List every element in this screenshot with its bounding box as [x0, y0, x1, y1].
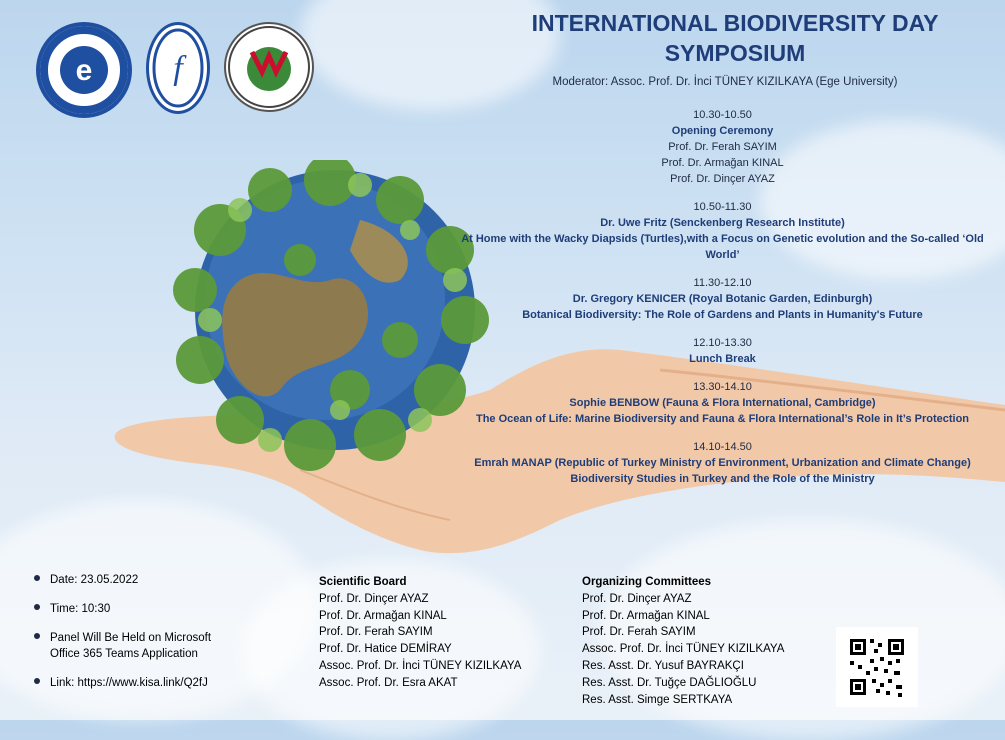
program-item — [440, 439, 1005, 487]
environment-center-logo — [224, 22, 314, 112]
panel-info — [32, 630, 262, 662]
program-talk-title: Botanical Biodiversity: The Role of Gardens and Plants in Humanity's Future — [522, 309, 923, 321]
program-talk-title: Biodiversity Studies in Turkey and the Role of the Ministry — [570, 473, 875, 485]
science-faculty-logo — [146, 22, 210, 114]
logo-row — [36, 22, 314, 118]
program-item — [440, 107, 1005, 187]
moderator-text: Moderator: Assoc. Prof. Dr. İnci TÜNEY KIZILKAYA (Ege University) — [552, 76, 898, 88]
svg-text:f: f — [173, 50, 183, 87]
committee-member: Res. Asst. Dr. Tuğçe DAĞLIOĞLU — [582, 676, 757, 689]
committee-member: Res. Asst. Simge SERTKAYA — [582, 693, 733, 706]
qr-code-icon — [836, 627, 918, 707]
program-time: 12.10-13.30 — [693, 337, 752, 349]
page-title — [470, 8, 1000, 68]
title-line-1: INTERNATIONAL BIODIVERSITY DAY — [531, 10, 939, 36]
organizing-committees-heading: Organizing Committees — [582, 576, 712, 588]
program-heading: Dr. Uwe Fritz (Senckenberg Research Institute) — [600, 217, 845, 229]
committee-member: Prof. Dr. Dinçer AYAZ — [582, 592, 692, 605]
date-info: Date: 23.05.2022 — [32, 572, 262, 588]
panel-info-line-2: Office 365 Teams Application — [50, 648, 198, 660]
program-time: 13.30-14.10 — [693, 381, 752, 393]
board-member: Prof. Dr. Armağan KINAL — [319, 609, 447, 622]
program-line: Prof. Dr. Dinçer AYAZ — [670, 173, 775, 185]
program-item — [440, 379, 1005, 427]
science-faculty-emblem-icon — [149, 25, 207, 111]
program-item — [440, 199, 1005, 263]
program-heading: Lunch Break — [689, 353, 756, 365]
program-heading: Dr. Gregory KENICER (Royal Botanic Garden, Edinburgh) — [572, 293, 873, 305]
committee-member: Prof. Dr. Ferah SAYIM — [582, 626, 696, 639]
committee-member: Assoc. Prof. Dr. İnci TÜNEY KIZILKAYA — [582, 643, 785, 656]
ege-university-emblem-icon — [40, 26, 128, 114]
program-heading: Opening Ceremony — [671, 125, 774, 137]
board-member: Prof. Dr. Ferah SAYIM — [319, 626, 433, 639]
title-line-2: SYMPOSIUM — [664, 40, 806, 66]
program-schedule — [440, 107, 1005, 499]
program-time: 10.50-11.30 — [693, 201, 752, 213]
board-member: Prof. Dr. Dinçer AYAZ — [319, 592, 429, 605]
board-member: Prof. Dr. Hatice DEMİRAY — [319, 643, 452, 656]
program-item — [440, 275, 1005, 323]
scientific-board-heading: Scientific Board — [319, 576, 407, 588]
organizing-committees — [582, 574, 784, 708]
program-line: Prof. Dr. Armağan KINAL — [661, 157, 784, 169]
panel-info-line-1: Panel Will Be Held on Microsoft — [50, 632, 212, 644]
event-info-list — [32, 572, 262, 704]
program-heading: Emrah MANAP (Republic of Turkey Ministry of Environment, Urbanization and Climate Change) — [474, 457, 971, 469]
committee-member: Res. Asst. Dr. Yusuf BAYRAKÇI — [582, 659, 744, 672]
scientific-board — [319, 574, 521, 692]
link-info[interactable]: Link: https://www.kisa.link/Q2fJ — [32, 675, 262, 691]
environment-center-emblem-icon — [226, 24, 312, 110]
program-line: Prof. Dr. Ferah SAYIM — [668, 141, 777, 153]
qr-code[interactable] — [836, 627, 918, 707]
committee-member: Prof. Dr. Armağan KINAL — [582, 609, 710, 622]
program-heading: Sophie BENBOW (Fauna & Flora International, Cambridge) — [569, 397, 876, 409]
svg-text:e: e — [75, 54, 93, 87]
program-time: 11.30-12.10 — [693, 277, 752, 289]
program-item — [440, 335, 1005, 367]
program-talk-title: The Ocean of Life: Marine Biodiversity and Fauna & Flora International’s Role in It’s Protection — [475, 413, 970, 425]
time-info: Time: 10:30 — [32, 601, 262, 617]
board-member: Assoc. Prof. Dr. Esra AKAT — [319, 676, 458, 689]
program-time: 10.30-10.50 — [693, 109, 752, 121]
program-talk-title: At Home with the Wacky Diapsids (Turtles),with a Focus on Genetic evolution and the So-called ‘Old World’ — [461, 233, 984, 261]
board-member: Assoc. Prof. Dr. İnci TÜNEY KIZILKAYA — [319, 659, 522, 672]
program-time: 14.10-14.50 — [693, 441, 752, 453]
ege-university-logo — [36, 22, 132, 118]
